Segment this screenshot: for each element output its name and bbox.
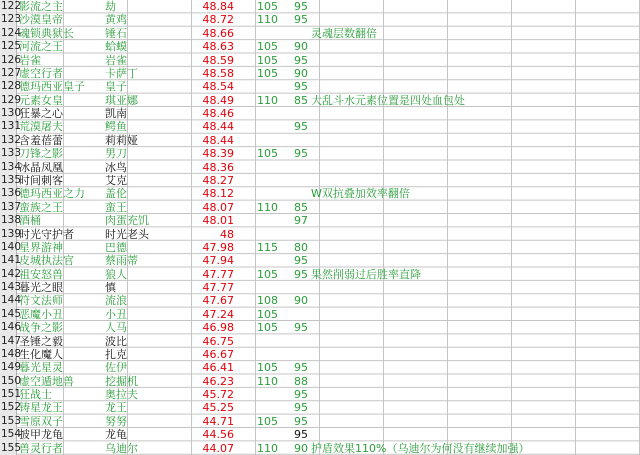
stat-a-cell[interactable] [234, 120, 278, 133]
champion-name-cell[interactable]: 德玛西亚之力 [19, 187, 85, 201]
row-number-cell: 143 [1, 281, 22, 294]
stat-a-cell[interactable] [234, 174, 278, 187]
win-rate-cell[interactable]: 48.07 [202, 200, 234, 214]
stat-b-cell[interactable] [278, 134, 308, 147]
table-row[interactable] [0, 428, 640, 441]
table-row[interactable] [0, 281, 640, 294]
table-row[interactable] [0, 161, 640, 174]
champion-nickname-cell[interactable]: 凯南 [105, 107, 127, 121]
champion-name-cell[interactable]: 祖安怒兽 [19, 267, 63, 281]
champion-name-cell[interactable]: 时间刺客 [19, 173, 63, 187]
row-number-cell: 124 [1, 26, 22, 39]
stat-b-cell[interactable] [278, 348, 308, 361]
table-row[interactable] [0, 134, 640, 147]
champion-name-cell[interactable]: 雪原双子 [19, 414, 63, 428]
win-rate-cell[interactable]: 47.67 [202, 294, 234, 308]
row-number-cell: 130 [1, 107, 22, 120]
table-row[interactable] [0, 120, 640, 133]
win-rate-cell[interactable]: 48.44 [202, 120, 234, 134]
win-rate-cell[interactable]: 47.24 [202, 307, 234, 321]
table-row[interactable] [0, 388, 640, 401]
stat-a-cell[interactable] [234, 187, 278, 200]
champion-nickname-cell[interactable]: 奥拉夫 [105, 388, 138, 402]
row-number-cell: 144 [1, 294, 22, 307]
table-row[interactable] [0, 80, 640, 93]
win-rate-cell[interactable]: 48.01 [202, 214, 234, 228]
champion-name-cell[interactable]: 恶魔小丑 [19, 307, 63, 321]
champion-name-cell[interactable]: 星界游神 [19, 240, 63, 254]
stat-a-cell[interactable] [234, 401, 278, 414]
stat-b-cell[interactable]: 95 [294, 13, 308, 27]
stat-b-cell[interactable]: 90 [294, 40, 308, 54]
table-row[interactable] [0, 214, 640, 227]
table-row[interactable] [0, 13, 640, 26]
note-cell[interactable] [311, 401, 640, 414]
win-rate-cell[interactable]: 47.77 [202, 267, 234, 281]
table-row[interactable] [0, 321, 640, 334]
win-rate-cell[interactable]: 45.25 [202, 401, 234, 415]
row-number-cell: 126 [1, 53, 22, 66]
stat-a-cell[interactable] [234, 27, 278, 40]
champion-nickname-cell[interactable]: 蛤蟆 [105, 40, 127, 54]
row-number-cell: 137 [1, 200, 22, 213]
stat-a-cell[interactable]: 115 [257, 240, 278, 254]
note-cell[interactable] [311, 281, 640, 294]
stat-a-cell[interactable] [234, 107, 278, 120]
champion-name-cell[interactable]: 岩雀 [19, 53, 41, 67]
stat-b-cell[interactable]: 95 [294, 254, 308, 268]
stat-b-cell[interactable] [278, 308, 308, 321]
stat-b-cell[interactable]: 85 [294, 200, 308, 214]
table-row[interactable] [0, 415, 640, 428]
stat-b-cell[interactable] [278, 27, 308, 40]
champion-nickname-cell[interactable]: 慎 [105, 281, 116, 295]
champion-name-cell[interactable]: 战争之影 [19, 321, 63, 335]
row-number-cell: 151 [1, 388, 22, 401]
champion-nickname-cell[interactable]: 龙王 [105, 401, 127, 415]
champion-nickname-cell[interactable]: 艾克 [105, 173, 127, 187]
win-rate-cell[interactable]: 48 [220, 227, 234, 241]
table-row[interactable] [0, 401, 640, 414]
table-row[interactable] [0, 27, 640, 40]
champion-name-cell[interactable]: 生化魔人 [19, 347, 63, 361]
table-row[interactable] [0, 187, 640, 200]
note-cell[interactable] [311, 254, 640, 267]
table-row[interactable] [0, 348, 640, 361]
champion-name-cell[interactable]: 狂战士 [19, 388, 52, 402]
stat-b-cell[interactable] [278, 161, 308, 174]
row-number-cell: 146 [1, 321, 22, 334]
note-cell[interactable] [311, 294, 640, 307]
champion-name-cell[interactable]: 含羞蓓蕾 [19, 133, 63, 147]
row-number-cell: 145 [1, 307, 22, 320]
table-row[interactable] [0, 174, 640, 187]
note-cell[interactable] [311, 388, 640, 401]
row-number-cell: 135 [1, 173, 22, 186]
stat-a-cell[interactable] [234, 388, 278, 401]
champion-nickname-cell[interactable]: 皇子 [105, 80, 127, 94]
champion-nickname-cell[interactable]: 肉蛋充饥 [105, 214, 149, 228]
row-number-cell: 132 [1, 133, 22, 146]
stat-a-cell[interactable] [234, 281, 278, 294]
note-cell[interactable] [311, 80, 640, 93]
champion-name-cell[interactable]: 河流之王 [19, 40, 63, 54]
stat-a-cell[interactable]: 105 [257, 40, 278, 54]
note-cell[interactable] [311, 241, 640, 254]
note-cell[interactable] [311, 228, 640, 241]
stat-b-cell[interactable] [278, 187, 308, 200]
note-cell[interactable] [311, 428, 640, 441]
row-number-cell: 129 [1, 93, 22, 106]
note-cell[interactable] [311, 375, 640, 388]
note-cell[interactable] [311, 321, 640, 334]
champion-name-cell[interactable]: 冰晶凤凰 [19, 160, 63, 174]
champion-nickname-cell[interactable]: 扎克 [105, 347, 127, 361]
table-row[interactable] [0, 375, 640, 388]
win-rate-cell[interactable]: 48.66 [202, 26, 234, 40]
row-number-cell: 125 [1, 40, 22, 53]
win-rate-cell[interactable]: 48.63 [202, 40, 234, 54]
note-cell[interactable] [311, 120, 640, 133]
stat-b-cell[interactable]: 90 [294, 441, 308, 455]
champion-nickname-cell[interactable]: 蛮王 [105, 200, 127, 214]
stat-b-cell[interactable]: 88 [294, 374, 308, 388]
champion-nickname-cell[interactable]: 劫 [105, 0, 116, 13]
champion-name-cell[interactable]: 虚空行者 [19, 66, 63, 80]
stat-b-cell[interactable]: 95 [294, 361, 308, 375]
table-row[interactable] [0, 254, 640, 267]
row-number-cell: 123 [1, 13, 22, 26]
row-number-cell: 127 [1, 66, 22, 79]
champion-nickname-cell[interactable]: 冰鸟 [105, 160, 127, 174]
row-number-cell: 150 [1, 374, 22, 387]
champion-name-cell[interactable]: 元素女皇 [19, 93, 63, 107]
win-rate-cell[interactable]: 47.98 [202, 240, 234, 254]
stat-a-cell[interactable] [234, 335, 278, 348]
stat-a-cell[interactable]: 110 [257, 13, 278, 27]
win-rate-cell[interactable]: 46.98 [202, 321, 234, 335]
table-row[interactable] [0, 54, 640, 67]
win-rate-cell[interactable]: 44.56 [202, 428, 234, 442]
note-cell[interactable] [311, 174, 640, 187]
champion-nickname-cell[interactable]: 卡萨丁 [105, 66, 138, 80]
row-number-cell: 147 [1, 334, 22, 347]
champion-nickname-cell[interactable]: 努努 [105, 414, 127, 428]
table-row[interactable] [0, 442, 640, 455]
row-number-cell: 153 [1, 414, 22, 427]
row-number-cell: 139 [1, 227, 22, 240]
champion-name-cell[interactable]: 披甲龙龟 [19, 428, 63, 442]
win-rate-cell[interactable]: 47.94 [202, 254, 234, 268]
stat-a-cell[interactable]: 105 [257, 66, 278, 80]
champion-nickname-cell[interactable]: 鳄鱼 [105, 120, 127, 134]
note-cell[interactable]: W双抗叠加效率翻倍 [311, 187, 410, 201]
note-cell[interactable] [311, 147, 640, 160]
stat-b-cell[interactable]: 95 [294, 147, 308, 161]
row-number-cell: 128 [1, 80, 22, 93]
row-number-cell: 155 [1, 441, 22, 454]
row-number-cell: 141 [1, 254, 22, 267]
row-number-cell: 122 [1, 0, 22, 12]
win-rate-cell[interactable]: 48.58 [202, 66, 234, 80]
champion-nickname-cell[interactable]: 狼人 [105, 267, 127, 281]
champion-nickname-cell[interactable]: 龙龟 [105, 428, 127, 442]
champion-name-cell[interactable]: 沙漠皇帝 [19, 13, 63, 27]
note-cell[interactable] [311, 134, 640, 147]
table-row[interactable] [0, 107, 640, 120]
stat-a-cell[interactable]: 108 [257, 294, 278, 308]
stat-a-cell[interactable] [234, 428, 278, 441]
win-rate-cell[interactable]: 48.84 [202, 0, 234, 13]
stat-b-cell[interactable]: 90 [294, 294, 308, 308]
table-row[interactable] [0, 67, 640, 80]
note-cell[interactable] [311, 361, 640, 374]
stat-b-cell[interactable] [278, 174, 308, 187]
champion-nickname-cell[interactable]: 乌迪尔 [105, 441, 138, 455]
champion-nickname-cell[interactable]: 波比 [105, 334, 127, 348]
stat-a-cell[interactable]: 110 [257, 200, 278, 214]
champion-nickname-cell[interactable]: 岩雀 [105, 53, 127, 67]
win-rate-cell[interactable]: 48.12 [202, 187, 234, 201]
champion-name-cell[interactable]: 刀锋之影 [19, 147, 63, 161]
win-rate-cell[interactable]: 48.59 [202, 53, 234, 67]
champion-nickname-cell[interactable]: 莉莉娅 [105, 133, 138, 147]
note-cell[interactable] [311, 40, 640, 53]
table-row[interactable] [0, 0, 640, 13]
champion-name-cell[interactable]: 虚空遁地兽 [19, 374, 74, 388]
champion-nickname-cell[interactable]: 琪亚娜 [105, 93, 138, 107]
champion-nickname-cell[interactable]: 巴德 [105, 240, 127, 254]
stat-b-cell[interactable]: 85 [294, 93, 308, 107]
champion-nickname-cell[interactable]: 锤石 [105, 26, 127, 40]
row-number-cell: 152 [1, 401, 22, 414]
win-rate-cell[interactable]: 45.72 [202, 388, 234, 402]
win-rate-cell[interactable]: 48.44 [202, 133, 234, 147]
table-row[interactable] [0, 147, 640, 160]
table-row[interactable] [0, 361, 640, 374]
win-rate-cell[interactable]: 48.72 [202, 13, 234, 27]
stat-a-cell[interactable]: 110 [257, 93, 278, 107]
stat-a-cell[interactable]: 105 [257, 0, 278, 13]
row-number-cell: 154 [1, 428, 22, 441]
stat-b-cell[interactable] [278, 107, 308, 120]
table-row[interactable] [0, 335, 640, 348]
champion-name-cell[interactable]: 圣锤之毅 [19, 334, 63, 348]
win-rate-cell[interactable]: 46.41 [202, 361, 234, 375]
champion-nickname-cell[interactable]: 佐伊 [105, 361, 127, 375]
champion-nickname-cell[interactable]: 人马 [105, 321, 127, 335]
champion-name-cell[interactable]: 符文法师 [19, 294, 63, 308]
note-cell[interactable]: 果然削弱过后胜率直降 [311, 267, 421, 281]
row-number-cell: 138 [1, 214, 22, 227]
note-cell[interactable]: 灵魂层数翻倍 [311, 26, 377, 40]
win-rate-cell[interactable]: 48.46 [202, 107, 234, 121]
table-row[interactable] [0, 94, 640, 107]
champion-nickname-cell[interactable]: 盖伦 [105, 187, 127, 201]
table-row[interactable] [0, 294, 640, 307]
champion-name-cell[interactable]: 暮光之眼 [19, 281, 63, 295]
stat-b-cell[interactable]: 80 [294, 240, 308, 254]
note-cell[interactable] [311, 308, 640, 321]
stat-b-cell[interactable] [278, 281, 308, 294]
table-row[interactable] [0, 40, 640, 53]
note-cell[interactable] [311, 335, 640, 348]
champion-name-cell[interactable]: 酒桶 [19, 214, 41, 228]
row-number-cell: 133 [1, 147, 22, 160]
note-cell[interactable] [311, 348, 640, 361]
win-rate-cell[interactable]: 46.23 [202, 374, 234, 388]
stat-a-cell[interactable] [234, 348, 278, 361]
note-cell[interactable] [311, 214, 640, 227]
champion-name-cell[interactable]: 皮城执法官 [19, 254, 74, 268]
note-cell[interactable] [311, 107, 640, 120]
champion-nickname-cell[interactable]: 黄鸡 [105, 13, 127, 27]
note-cell[interactable] [311, 67, 640, 80]
note-cell[interactable] [311, 415, 640, 428]
stat-a-cell[interactable]: 105 [257, 53, 278, 67]
row-number-cell: 140 [1, 240, 22, 253]
stat-a-cell[interactable]: 105 [257, 321, 278, 335]
win-rate-cell[interactable]: 44.07 [202, 441, 234, 455]
stat-b-cell[interactable]: 95 [294, 0, 308, 13]
champion-nickname-cell[interactable]: 挖掘机 [105, 374, 138, 388]
note-cell[interactable] [311, 54, 640, 67]
table-row[interactable] [0, 241, 640, 254]
win-rate-cell[interactable]: 48.36 [202, 160, 234, 174]
row-number-cell: 131 [1, 120, 22, 133]
champion-nickname-cell[interactable]: 小丑 [105, 307, 127, 321]
champion-name-cell[interactable]: 影流之主 [19, 0, 63, 13]
champion-name-cell[interactable]: 荒漠屠夫 [19, 120, 63, 134]
win-rate-cell[interactable]: 48.39 [202, 147, 234, 161]
stat-b-cell[interactable]: 95 [294, 321, 308, 335]
stat-b-cell[interactable]: 95 [294, 428, 308, 442]
stat-a-cell[interactable] [234, 161, 278, 174]
champion-nickname-cell[interactable]: 男刀 [105, 147, 127, 161]
win-rate-cell[interactable]: 44.71 [202, 414, 234, 428]
stat-a-cell[interactable]: 105 [257, 307, 278, 321]
stat-b-cell[interactable]: 95 [294, 80, 308, 94]
stat-b-cell[interactable] [278, 335, 308, 348]
stat-b-cell[interactable]: 95 [294, 401, 308, 415]
win-rate-cell[interactable]: 48.54 [202, 80, 234, 94]
stat-a-cell[interactable]: 110 [257, 441, 278, 455]
note-cell[interactable] [311, 161, 640, 174]
stat-b-cell[interactable]: 95 [294, 120, 308, 134]
champion-name-cell[interactable]: 蛮族之王 [19, 200, 63, 214]
stat-b-cell[interactable]: 95 [294, 267, 308, 281]
row-number-cell: 149 [1, 361, 22, 374]
table-row[interactable] [0, 228, 640, 241]
table-row[interactable] [0, 201, 640, 214]
champion-name-cell[interactable]: 时光守护者 [19, 227, 74, 241]
note-cell[interactable] [311, 201, 640, 214]
stat-a-cell[interactable] [234, 214, 278, 227]
champion-name-cell[interactable]: 德玛西亚皇子 [19, 80, 85, 94]
champion-nickname-cell[interactable]: 时光老头 [105, 227, 149, 241]
row-number-cell: 148 [1, 347, 22, 360]
row-number-cell: 142 [1, 267, 22, 280]
win-rate-cell[interactable]: 47.77 [202, 281, 234, 295]
note-cell[interactable]: 护盾效果110%（乌迪尔为何没有继续加强） [311, 441, 530, 455]
win-rate-cell[interactable]: 46.67 [202, 347, 234, 361]
champion-name-cell[interactable]: 魂锁典狱长 [19, 26, 74, 40]
champion-name-cell[interactable]: 暮光星灵 [19, 361, 63, 375]
stat-b-cell[interactable]: 97 [294, 214, 308, 228]
stat-b-cell[interactable]: 95 [294, 414, 308, 428]
stat-a-cell[interactable]: 105 [257, 361, 278, 375]
stat-a-cell[interactable]: 105 [257, 267, 278, 281]
stat-a-cell[interactable] [234, 228, 278, 241]
stat-a-cell[interactable] [234, 80, 278, 93]
win-rate-cell[interactable]: 48.27 [202, 173, 234, 187]
win-rate-cell[interactable]: 48.49 [202, 93, 234, 107]
stat-b-cell[interactable]: 95 [294, 53, 308, 67]
champion-name-cell[interactable]: 狂暴之心 [19, 107, 63, 121]
row-number-cell: 136 [1, 187, 22, 200]
table-row[interactable] [0, 268, 640, 281]
stat-b-cell[interactable]: 90 [294, 66, 308, 80]
stat-a-cell[interactable] [234, 254, 278, 267]
champion-name-cell[interactable]: 铸星龙王 [19, 401, 63, 415]
stat-b-cell[interactable]: 95 [294, 388, 308, 402]
champion-nickname-cell[interactable]: 蔡雨蒂 [105, 254, 138, 268]
row-number-cell: 134 [1, 160, 22, 173]
stat-a-cell[interactable]: 105 [257, 414, 278, 428]
stat-b-cell[interactable] [278, 228, 308, 241]
win-rate-cell[interactable]: 46.75 [202, 334, 234, 348]
table-row[interactable] [0, 308, 640, 321]
stat-a-cell[interactable]: 110 [257, 374, 278, 388]
note-cell[interactable]: 大乱斗水元素位置是四处血包处 [311, 93, 465, 107]
stat-a-cell[interactable]: 105 [257, 147, 278, 161]
stat-a-cell[interactable] [234, 134, 278, 147]
champion-name-cell[interactable]: 兽灵行者 [19, 441, 63, 455]
note-cell[interactable] [311, 0, 640, 13]
note-cell[interactable] [311, 13, 640, 26]
champion-nickname-cell[interactable]: 流浪 [105, 294, 127, 308]
